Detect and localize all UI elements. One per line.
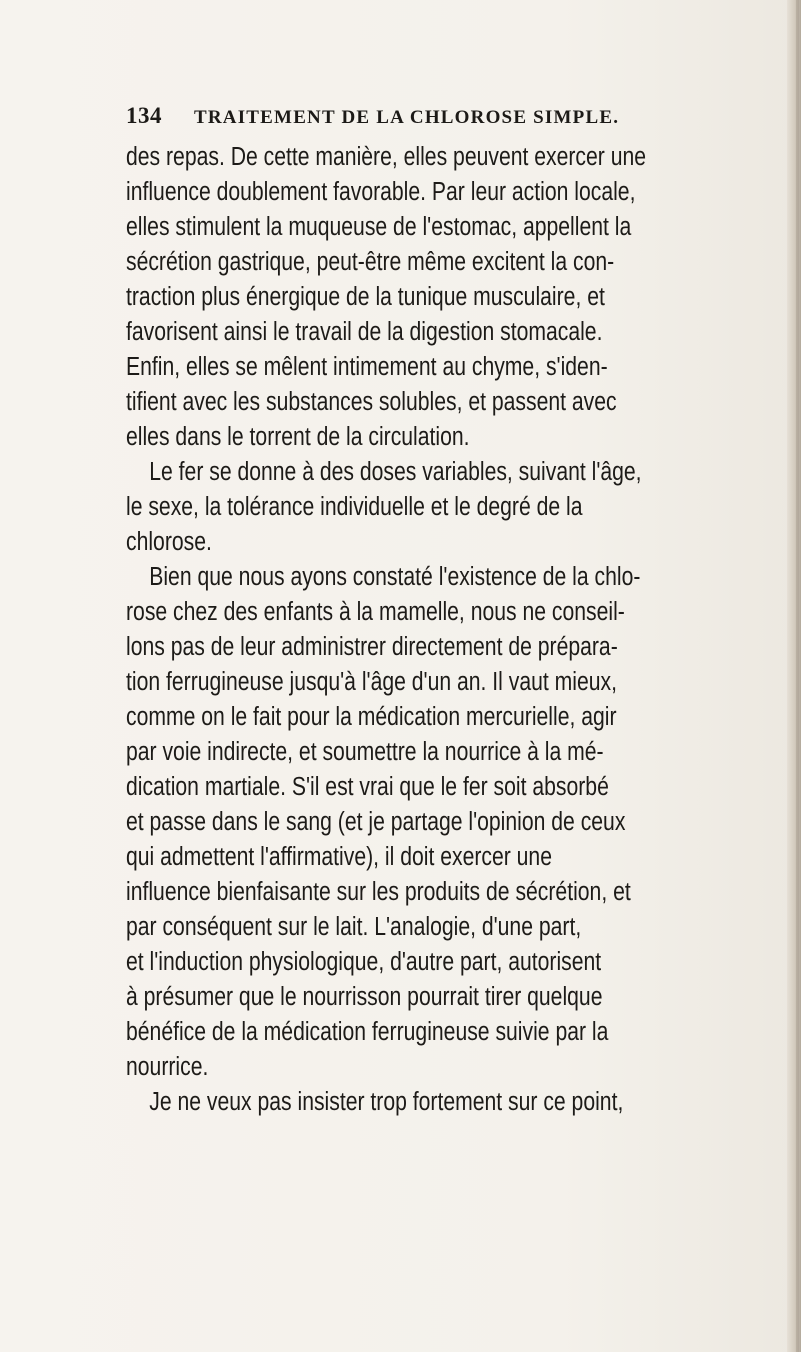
text-line: influence bienfaisante sur les produits de sécrétion, et [126,878,631,906]
text-line: chlorose. [126,528,212,556]
text-line: elles stimulent la muqueuse de l'estomac, appellent la [126,213,632,241]
text-line: le sexe, la tolérance individuelle et le degré de la [126,493,583,521]
body-text [126,140,672,1120]
text-line: bénéfice de la médication ferrugineuse suivie par la [126,1018,609,1046]
text-line: par conséquent sur le lait. L'analogie, d'une part, [126,913,582,941]
text-line: par voie indirecte, et soumettre la nourrice à la mé- [126,738,604,766]
text-line: influence doublement favorable. Par leur action locale, [126,178,636,206]
text-line: nourrice. [126,1053,209,1081]
text-line: rose chez des enfants à la mamelle, nous ne conseil- [126,598,625,626]
text-line: et passe dans le sang (et je partage l'opinion de ceux [126,808,626,836]
text-line: qui admettent l'affirmative), il doit exercer une [126,843,552,871]
text-line: tifient avec les substances solubles, et passent avec [126,388,617,416]
text-line: dication martiale. S'il est vrai que le fer soit absorbé [126,773,609,801]
paragraph-start-line: Je ne veux pas insister trop fortement sur ce point, [149,1088,624,1116]
text-line: tion ferrugineuse jusqu'à l'âge d'un an. Il vaut mieux, [126,668,617,696]
text-line: Enfin, elles se mêlent intimement au chyme, s'iden- [126,353,608,381]
running-head: TRAITEMENT DE LA CHLOROSE SIMPLE. [194,107,620,128]
text-line: traction plus énergique de la tunique musculaire, et [126,283,605,311]
text-line: à présumer que le nourrisson pourrait tirer quelque [126,983,603,1011]
text-line: sécrétion gastrique, peut-être même excitent la con- [126,248,615,276]
paragraph-start-line: Bien que nous ayons constaté l'existence de la chlo- [149,563,641,591]
page-header [126,103,666,133]
text-line: des repas. De cette manière, elles peuvent exercer une [126,143,647,171]
text-line: lons pas de leur administrer directement de prépara- [126,633,618,661]
page-edge-shadow [787,0,801,1352]
text-line: favorisent ainsi le travail de la digestion stomacale. [126,318,603,346]
text-line: comme on le fait pour la médication mercurielle, agir [126,703,617,731]
paragraph-start-line: Le fer se donne à des doses variables, suivant l'âge, [149,458,642,486]
text-line: elles dans le torrent de la circulation. [126,423,470,451]
page-number: 134 [126,103,162,128]
text-line: et l'induction physiologique, d'autre part, autorisent [126,948,602,976]
